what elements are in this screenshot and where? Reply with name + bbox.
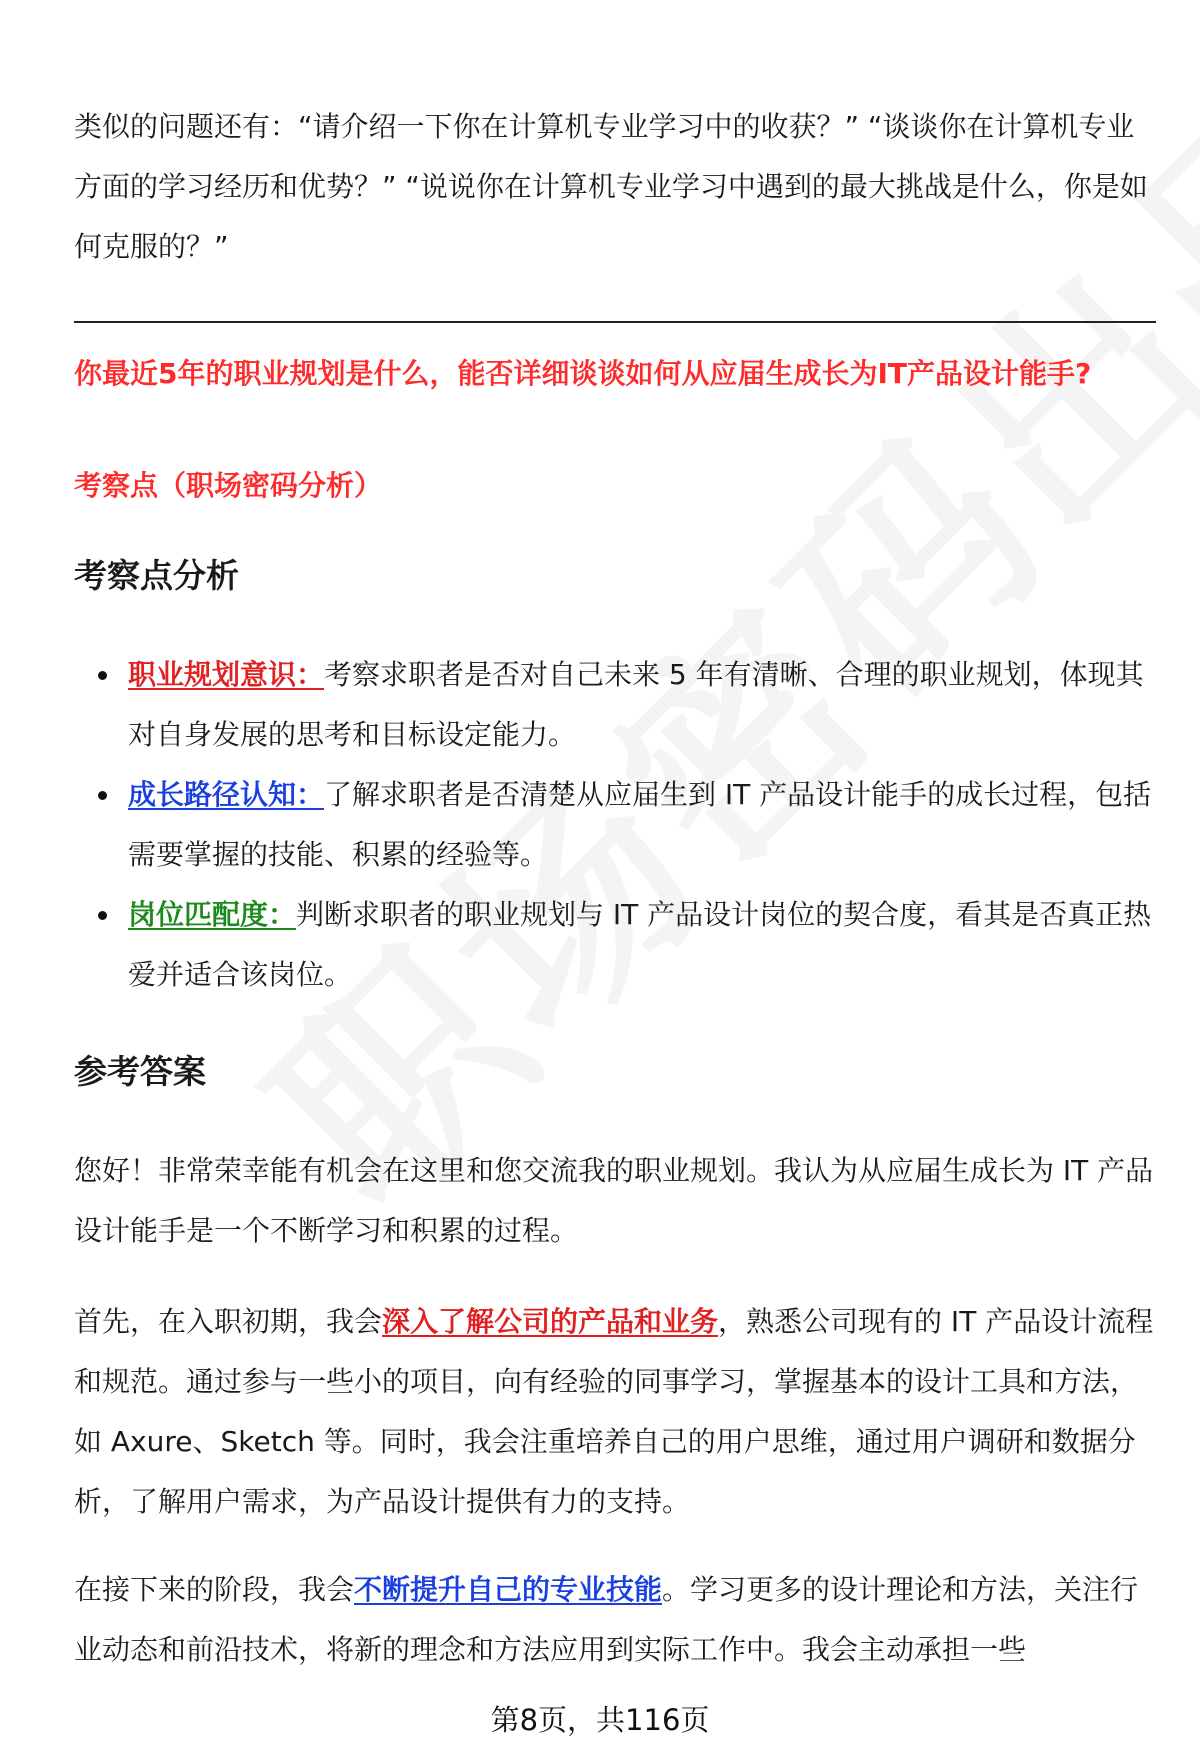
page-footer: 第8页，共116页	[490, 1703, 710, 1737]
term-job-fit: 岗位匹配度：	[128, 898, 297, 931]
question-title: 你最近5年的职业规划是什么，能否详细谈谈如何从应届生成长为IT产品设计能手?	[74, 357, 1092, 390]
p2-after: ，熟悉公司现有的 IT 产品设计流程和规范。通过参与一些小的项目，向有经验的同事学习，掌握基本的设计工具和方法，如 Axure、Sketch 等。同时，我会注重培养自己的用户思维，通过用户调研和数据分析，了解用户需求，为产品设计提供有力的支持。	[74, 1305, 1154, 1518]
analysis-heading: 考察点分析	[74, 556, 239, 595]
item-text: 判断求职者的职业规划与 IT 产品设计岗位的契合度，看其是否真正热爱并适合该岗位。	[128, 898, 1152, 991]
answer-paragraph-1: 您好！非常荣幸能有机会在这里和您交流我的职业规划。我认为从应届生成长为 IT 产品设计能手是一个不断学习和积累的过程。	[74, 1154, 1154, 1247]
term-growth-path: 成长路径认知：	[128, 778, 325, 811]
answer-heading: 参考答案	[74, 1052, 206, 1091]
exam-point-label: 考察点（职场密码分析）	[74, 469, 383, 502]
divider	[74, 321, 1156, 323]
list-item	[74, 645, 1156, 765]
list-item	[74, 765, 1156, 885]
p3-before: 在接下来的阶段，我会	[74, 1573, 355, 1606]
p3-after: 。学习更多的设计理论和方法，关注行业动态和前沿技术，将新的理念和方法应用到实际工作中。我会主动承担一些	[74, 1573, 1139, 1666]
item-text: 了解求职者是否清楚从应届生到 IT 产品设计能手的成长过程，包括需要掌握的技能、积累的经验等。	[128, 778, 1152, 871]
p2-highlight: 深入了解公司的产品和业务	[382, 1305, 719, 1338]
list-item	[74, 885, 1156, 1005]
answer-paragraph-3	[74, 1560, 1156, 1680]
p3-highlight: 不断提升自己的专业技能	[354, 1573, 663, 1606]
item-text: 考察求职者是否对自己未来 5 年有清晰、合理的职业规划，体现其对自身发展的思考和目标设定能力。	[128, 658, 1144, 751]
p2-before: 首先，在入职初期，我会	[74, 1305, 383, 1338]
intro-paragraph: 类似的问题还有：“请介绍一下你在计算机专业学习中的收获？” “谈谈你在计算机专业方面的学习经历和优势？” “说说你在计算机专业学习中遇到的最大挑战是什么，你是如何克服的？”	[74, 110, 1148, 263]
term-career-planning: 职业规划意识：	[128, 658, 325, 691]
analysis-list	[74, 645, 1156, 1005]
answer-paragraph-2	[74, 1292, 1156, 1532]
